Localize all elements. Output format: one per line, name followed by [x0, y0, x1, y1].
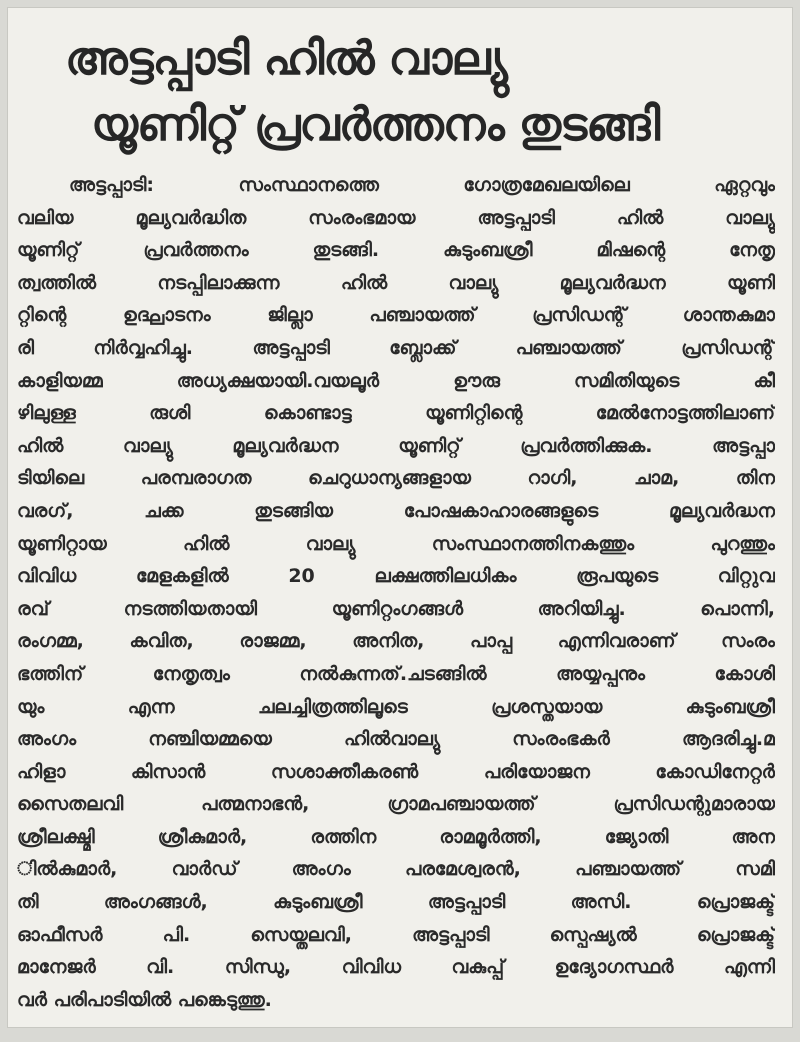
article-line: രംഗമ്മ, കവിത, രാജമ്മ, അനിത, പാപ്പ എന്നിവരാണ് സംരം [17, 630, 775, 653]
article-line: രി നിർവ്വഹിച്ചു. അട്ടപ്പാടി ബ്ലോക്ക് പഞ്ചായത്ത് പ്രസിഡന്റ് [17, 336, 775, 359]
dateline: അട്ടപ്പാടി: [69, 174, 154, 196]
article-line: റ്റിന്റെ ഉദ്ഘാടനം ജില്ലാ പഞ്ചായത്ത് പ്രസിഡന്റ് ശാന്തകുമാ [17, 304, 775, 327]
article-line: ഓഫീസർ പി. സെയ്തലവി, അട്ടപ്പാടി സ്പെഷ്യൽ പ്രൊജക്ട് [17, 923, 775, 946]
article-line: വർ പരിപാടിയിൽ പങ്കെടുത്തു. [17, 988, 272, 1011]
newspaper-clipping [7, 7, 793, 1028]
article-line: വലിയ മൂല്യവർദ്ധിത സംരംഭമായ അട്ടപ്പാടി ഹിൽ വാല്യു [17, 206, 775, 229]
article-line: യും എന്ന ചലച്ചിത്രത്തിലൂടെ പ്രശസ്തയായ കുടുംബശ്രീ [17, 695, 775, 718]
article-line: രവ് നടത്തിയതായി യൂണിറ്റംഗങ്ങൾ അറിയിച്ചു. പൊന്നി, [17, 597, 775, 620]
article-line: വിവിധ മേളകളിൽ 20 ലക്ഷത്തിലധികം രൂപയുടെ വിറ്റുവ [17, 565, 775, 588]
article-line: യൂണിറ്റായ ഹിൽ വാല്യു സംസ്ഥാനത്തിനകത്തും പുറത്തും [17, 532, 775, 555]
headline-line-2: യൂണിറ്റ് പ്രവർത്തനം തുടങ്ങി [91, 97, 660, 151]
article-line: തി അംഗങ്ങൾ, കുടുംബശ്രീ അട്ടപ്പാടി അസി. പ്രൊജക്ട് [17, 891, 775, 914]
article-line: അംഗം നഞ്ചിയമ്മയെ ഹിൽവാല്യു സംരംഭകർ ആദരിച്ചു.മ [17, 728, 775, 751]
headline [33, 25, 773, 157]
article-line: ടിയിലെ പരമ്പരാഗത ചെറുധാന്യങ്ങളായ റാഗി, ചാമ, തിന [17, 467, 775, 490]
article-body [17, 169, 775, 1016]
article-line: കാളിയമ്മ അധ്യക്ഷയായി.വയലൂർ ഊരു സമിതിയുടെ കീ [17, 369, 775, 392]
article-line: ശ്രീലക്ഷ്മി ശ്രീകുമാർ, രത്തിന രാമമൂർത്തി, ജ്യോതി അന [17, 825, 775, 848]
article-line: മാനേജർ വി. സിന്ധു, വിവിധ വകുപ്പ് ഉദ്യോഗസ്ഥർ എന്നി [17, 956, 775, 979]
article-line: ത്വത്തിൽ നടപ്പിലാക്കുന്ന ഹിൽ വാല്യു മൂല്യവർദ്ധന യൂണി [17, 271, 775, 294]
article-line: ഭത്തിന് നേതൃത്വം നൽകുന്നത്.ചടങ്ങിൽ അയ്യപ്പനും കോശി [17, 662, 775, 685]
article-line: ഴിലുള്ള രുശി കൊണ്ടാട്ട യൂണിറ്റിന്റെ മേൽനോട്ടത്തിലാണ് [17, 402, 775, 425]
article-line: സൈതലവി പത്മനാഭൻ, ഗ്രാമപഞ്ചായത്ത് പ്രസിഡന്റുമാരായ [17, 793, 775, 816]
article-line [69, 169, 775, 202]
article-line: ഹിൽ വാല്യു മൂല്യവർദ്ധന യൂണിറ്റ് പ്രവർത്തിക്കുക. അട്ടപ്പാ [17, 434, 775, 457]
article-line: വരഗ്, ചക്ക തുടങ്ങിയ പോഷകാഹാരങ്ങളുടെ മൂല്യവർദ്ധന [17, 499, 775, 522]
article-line-text: സംസ്ഥാനത്തെ ഗോത്രമേഖലയിലെ ഏറ്റവും [238, 174, 775, 196]
article-line: യൂണിറ്റ് പ്രവർത്തനം തുടങ്ങി. കുടുംബശ്രീ മിഷന്റെ നേതൃ [17, 239, 775, 262]
article-line: ഹിളാ കിസാൻ സശാക്തീകരൺ പരിയോജന കോഡിനേറ്റർ [17, 760, 775, 783]
article-line: ിൽകുമാർ, വാർഡ് അംഗം പരമേശ്വരൻ, പഞ്ചായത്ത് സമി [17, 858, 775, 881]
headline-line-1: അട്ടപ്പാടി ഹിൽ വാല്യു [65, 31, 507, 85]
